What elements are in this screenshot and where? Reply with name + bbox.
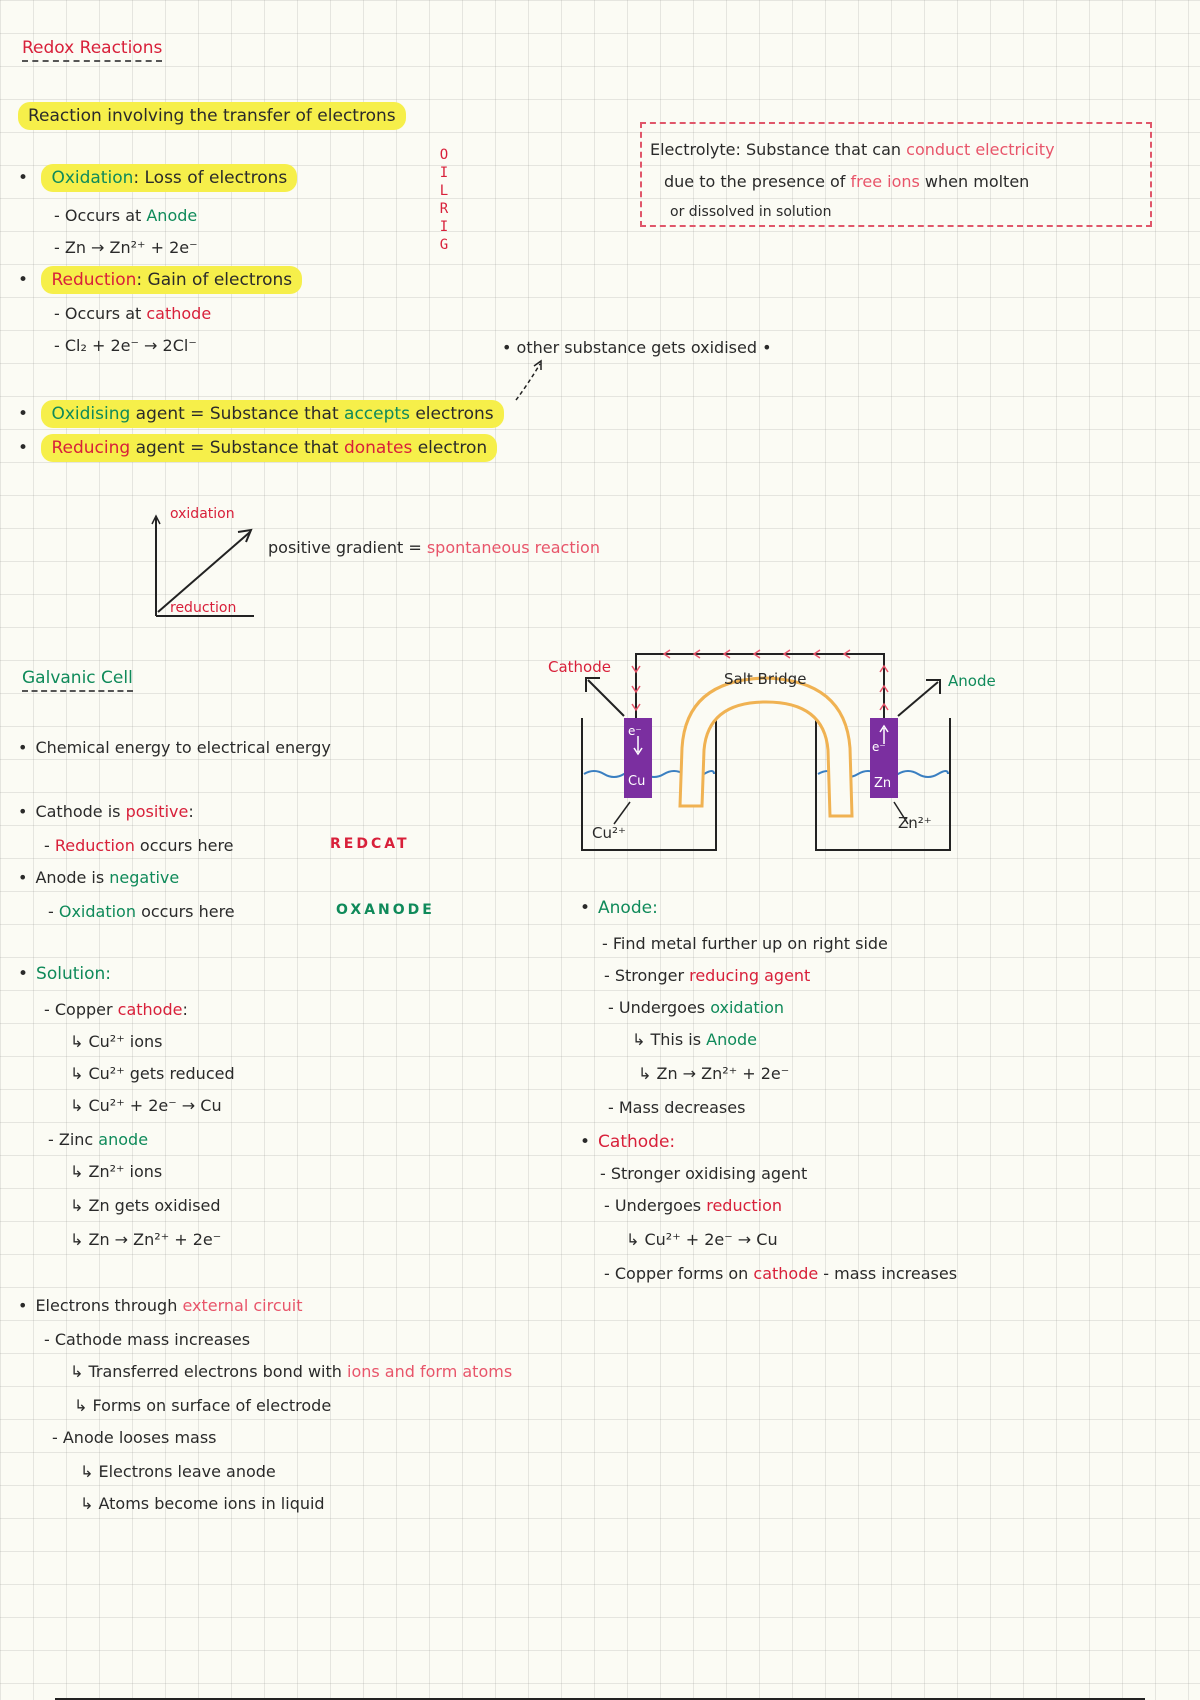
zn-oxidised: ↳ Zn gets oxidised <box>70 1196 221 1215</box>
reduction-definition: : Gain of electrons <box>136 270 293 290</box>
cathode-text: Cathode is <box>35 802 126 821</box>
undergoes-text: - Undergoes <box>604 1196 707 1215</box>
electrons-text: Electrons through <box>35 1296 183 1315</box>
note-arrow-icon <box>510 356 550 406</box>
dash: - <box>44 836 55 855</box>
agent-word: agent <box>135 404 185 424</box>
oilrig-letter: R <box>439 201 449 217</box>
cathode-positive <box>18 802 194 821</box>
solution-heading: • Solution: <box>18 964 111 984</box>
electrons-leave-anode: ↳ Electrons leave anode <box>80 1462 276 1481</box>
cathode-word: cathode <box>117 1000 183 1019</box>
diagram-zn-electrode: Zn <box>874 776 892 791</box>
agent-verb: donates <box>343 438 413 458</box>
electrolyte-text: due to the presence of <box>664 172 851 191</box>
anode-word: Anode <box>706 1030 758 1049</box>
gradient-note <box>268 538 600 557</box>
reduction-heading <box>18 270 302 290</box>
transferred-text: ↳ Transferred electrons bond with <box>70 1362 347 1381</box>
diagram-salt-bridge-label: Salt Bridge <box>724 670 807 688</box>
undergoes-reduction <box>604 1196 782 1215</box>
oilrig-letter: O <box>439 147 449 163</box>
other-substance-note: • other substance gets oxidised • <box>502 338 772 357</box>
oilrig-letter: G <box>439 237 449 253</box>
diagram-cathode-label: Cathode <box>548 658 611 676</box>
electrolyte-label: Electrolyte <box>650 140 736 159</box>
agent-end: electrons <box>409 404 494 424</box>
anode-heading: • Anode: <box>580 898 658 918</box>
gradient-note-prefix: positive gradient = <box>268 538 427 557</box>
diagram-electron-zn: e⁻ <box>872 740 886 754</box>
redox-definition: Reaction involving the transfer of electrons <box>18 102 406 130</box>
reduction-word: Reduction <box>54 836 135 855</box>
undergoes-text: - Undergoes <box>608 998 711 1017</box>
zn-ions: ↳ Zn²⁺ ions <box>70 1162 163 1181</box>
reducing-agent-line <box>18 438 497 458</box>
electrolyte-line-3: or dissolved in solution <box>670 204 832 220</box>
cathode-word: cathode <box>753 1264 819 1283</box>
oxidation-heading <box>18 168 297 188</box>
copper-text: - Copper <box>44 1000 118 1019</box>
stronger-oxidising: - Stronger oxidising agent <box>600 1164 808 1183</box>
cu-equation: ↳ Cu²⁺ + 2e⁻ → Cu <box>70 1096 222 1115</box>
reduction-occurs-prefix: - Occurs at <box>54 304 147 323</box>
oxidation-occurs-prefix: - Occurs at <box>54 206 147 225</box>
reduction-label: Reduction <box>51 270 137 290</box>
mass-decreases: - Mass decreases <box>608 1098 746 1117</box>
agent-definition: = Substance that <box>184 438 344 458</box>
energy-conversion: • Chemical energy to electrical energy <box>18 738 331 757</box>
reducing-agent-word: reducing agent <box>689 966 811 985</box>
anode-zn-equation: ↳ Zn → Zn²⁺ + 2e⁻ <box>638 1064 790 1083</box>
dash: - <box>48 902 59 921</box>
occurs-here: occurs here <box>135 902 235 921</box>
redcat-mnemonic: REDCAT <box>330 836 410 852</box>
oxanode-mnemonic: OXANODE <box>336 902 435 918</box>
zinc-anode <box>48 1130 148 1149</box>
oxidation-word: Oxidation <box>58 902 136 921</box>
anode-text: Anode is <box>35 868 110 887</box>
external-circuit: external circuit <box>182 1296 303 1315</box>
copper-forms <box>604 1264 957 1283</box>
graph-y-label: oxidation <box>170 506 235 522</box>
diagram-cu-ion: Cu²⁺ <box>592 824 626 842</box>
cu-reduced: ↳ Cu²⁺ gets reduced <box>70 1064 235 1083</box>
electrolyte-line-2 <box>664 172 1029 191</box>
undergoes-oxidation <box>608 998 784 1017</box>
agent-end: electron <box>412 438 488 458</box>
ions-form-atoms: ions and form atoms <box>347 1362 513 1381</box>
oxidation-equation: - Zn → Zn²⁺ + 2e⁻ <box>54 238 198 257</box>
forms-on-surface: ↳ Forms on surface of electrode <box>74 1396 332 1415</box>
copper-forms-text: - Copper forms on <box>604 1264 754 1283</box>
electrolyte-text: when molten <box>919 172 1030 191</box>
transferred-electrons <box>70 1362 512 1381</box>
oilrig-letter: L <box>439 183 449 199</box>
agent-definition: = Substance that <box>184 404 345 424</box>
electrons-external <box>18 1296 302 1315</box>
oilrig-letter: I <box>439 219 449 235</box>
anode-looses-mass: - Anode looses mass <box>52 1428 217 1447</box>
stronger-reducing <box>604 966 810 985</box>
reducing-word: Reducing <box>51 438 131 458</box>
anode-negative-word: negative <box>109 868 180 887</box>
colon: : <box>182 1000 188 1019</box>
anode-word: anode <box>98 1130 149 1149</box>
graph-x-label: reduction <box>170 600 237 616</box>
electrolyte-text: : Substance that can <box>735 140 907 159</box>
electrolyte-highlight: conduct electricity <box>906 140 1055 159</box>
colon: : <box>188 802 194 821</box>
zn-equation: ↳ Zn → Zn²⁺ + 2e⁻ <box>70 1230 222 1249</box>
cathode-mass-increases: - Cathode mass increases <box>44 1330 251 1349</box>
oxidation-occurs-here <box>48 902 235 921</box>
reduction-occurs <box>54 304 211 323</box>
electrolyte-line-1 <box>650 140 1055 159</box>
electrolyte-highlight: free ions <box>850 172 920 191</box>
oxidation-occurs <box>54 206 197 225</box>
oxidation-definition: : Loss of electrons <box>133 168 288 188</box>
oilrig-mnemonic <box>434 146 454 254</box>
cathode-positive-word: positive <box>125 802 189 821</box>
page-title: Redox Reactions <box>22 38 162 62</box>
reduction-word: reduction <box>706 1196 783 1215</box>
this-is-anode <box>632 1030 757 1049</box>
mass-increases-text: - mass increases <box>818 1264 958 1283</box>
this-is-text: ↳ This is <box>632 1030 707 1049</box>
atoms-become-ions: ↳ Atoms become ions in liquid <box>80 1494 325 1513</box>
zinc-text: - Zinc <box>48 1130 99 1149</box>
oxidation-occurs-where: Anode <box>146 206 198 225</box>
reduction-occurs-where: cathode <box>146 304 212 323</box>
reduction-equation: - Cl₂ + 2e⁻ → 2Cl⁻ <box>54 336 197 355</box>
diagram-zn-ion: Zn²⁺ <box>898 814 932 832</box>
galvanic-cell-title: Galvanic Cell <box>22 668 133 692</box>
agent-word: agent <box>135 438 185 458</box>
oxidation-word: oxidation <box>710 998 785 1017</box>
oilrig-letter: I <box>439 165 449 181</box>
copper-cathode <box>44 1000 188 1019</box>
anode-negative <box>18 868 179 887</box>
find-metal: - Find metal further up on right side <box>602 934 888 953</box>
occurs-here: occurs here <box>134 836 234 855</box>
cu-ions: ↳ Cu²⁺ ions <box>70 1032 163 1051</box>
cathode-heading: • Cathode: <box>580 1132 675 1152</box>
reduction-occurs-here <box>44 836 234 855</box>
gradient-note-value: spontaneous reaction <box>426 538 600 557</box>
stronger-text: - Stronger <box>604 966 690 985</box>
diagram-cu-electrode: Cu <box>628 774 646 789</box>
agent-verb: accepts <box>344 404 410 424</box>
diagram-anode-label: Anode <box>948 672 996 690</box>
diagram-electron-cu: e⁻ <box>628 724 642 738</box>
oxidation-label: Oxidation <box>51 168 134 188</box>
oxidising-agent-line <box>18 404 504 424</box>
oxidising-word: Oxidising <box>51 404 131 424</box>
cathode-cu-equation: ↳ Cu²⁺ + 2e⁻ → Cu <box>626 1230 778 1249</box>
